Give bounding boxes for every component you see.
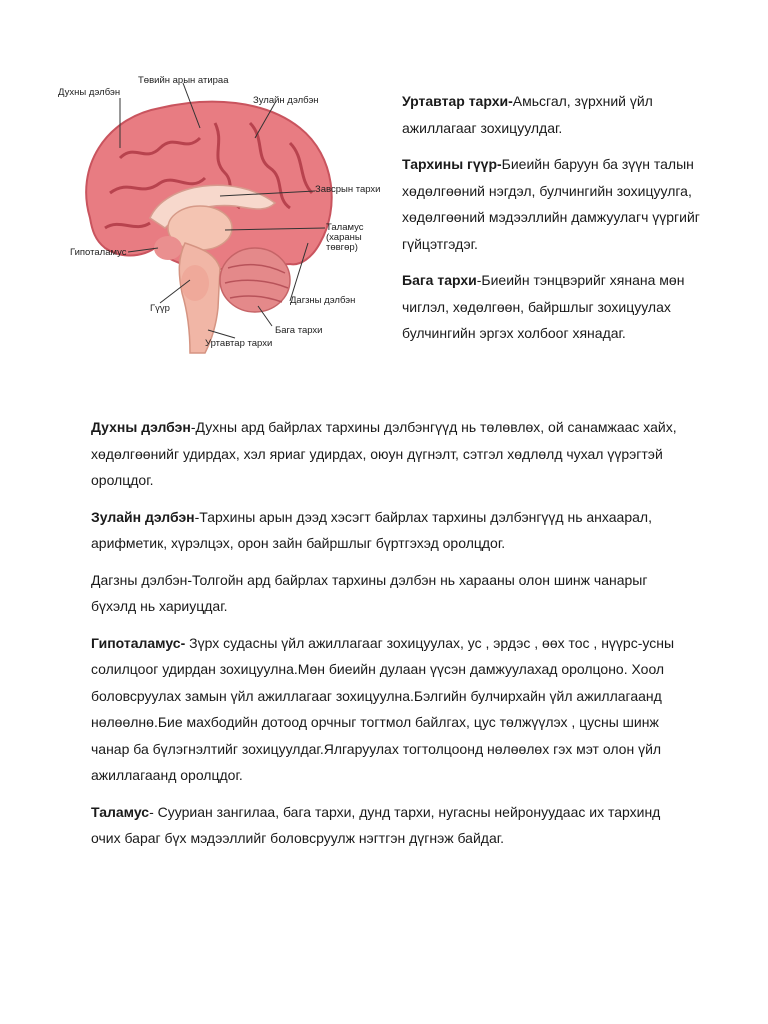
pons-shape: [181, 265, 209, 301]
paragraph-pons: [402, 151, 702, 257]
paragraph-occipital: [91, 567, 691, 620]
label-medulla: Уртавтар тархи: [205, 338, 273, 349]
term: Зулайн дэлбэн: [91, 508, 195, 525]
label-parietal: Зулайн дэлбэн: [253, 95, 319, 106]
label-frontal: Духны дэлбэн: [58, 87, 121, 98]
main-text: [91, 414, 691, 862]
brain-diagram: [50, 68, 390, 358]
term: Духны дэлбэн: [91, 419, 191, 435]
definition: Амьсгал, зүрхний үйл ажиллагааг зохицуулдаг.: [402, 93, 653, 136]
definition: -Тархины арын дээд хэсэгт байрлах тархины дэлбэнгүүд нь анхаарал, арифметик, хүрэлцэх, орон зайн байршлыг бүртгэхэд оролцдог.: [91, 508, 652, 551]
label-occipital: Дагзны дэлбэн: [290, 295, 356, 306]
definition: Биеийн баруун ба зүүн талын хөдөлгөөний нэгдэл, булчингийн зохицуулга, хөдөлгөөний мэдээллийн дамжуулагч үүргийг гүйцэтгэдэг.: [402, 156, 700, 252]
brain-illustration: [50, 68, 390, 358]
definition: Дагзны дэлбэн-Толгойн ард байрлах тархины дэлбэн нь харааны олон шинж чанарыг бүхэлд нь хариуцдаг.: [91, 571, 648, 614]
label-pons: Гүүр: [150, 303, 170, 314]
paragraph-hypothalamus: [91, 630, 691, 789]
definition: -Биеийн тэнцвэрийг хянана мөн чиглэл, хөдөлгөөн, байршлыг зохицуулах булчингийн эргэх холбоог хянадаг.: [402, 272, 685, 341]
paragraph-cerebellum: [402, 267, 702, 347]
term: Гипоталамус-: [91, 634, 186, 651]
label-corpus-callosum: Завсрын тархи: [315, 184, 381, 195]
label-hypothalamus: Гипоталамус: [70, 247, 127, 258]
paragraph-frontal: [91, 414, 691, 494]
label-cerebellum: Бага тархи: [275, 325, 323, 336]
definition: - Сууриан зангилаа, бага тархи, дунд тархи, нугасны нейронуудаас их тархинд очих бараг бүх мэдээллийг боловсруулж нэгтгэн дүгнэж байдаг.: [91, 803, 661, 846]
label-central-sulcus: Төвийн арын атираа: [138, 75, 229, 86]
paragraph-medulla: [402, 88, 702, 141]
label-thalamus: Таламус (хараны төвгөр): [326, 222, 364, 253]
right-column: [402, 88, 702, 357]
hypothalamus-shape: [154, 236, 182, 260]
term: Бага тархи: [402, 272, 477, 288]
paragraph-thalamus: [91, 799, 691, 852]
term: Тархины гүүр-: [402, 156, 502, 172]
term: Уртавтар тархи-: [402, 93, 513, 109]
paragraph-parietal: [91, 504, 691, 557]
definition: -Духны ард байрлах тархины дэлбэнгүүд нь төлөвлөх, ой санамжаас хайх, хөдөлгөөнийг удирдах, хэл яриаг удирдах, оюун дүгнэлт, сэтгэл хөдлөлд чухал үүрэгтэй оролцдог.: [91, 419, 677, 488]
definition: Зүрх судасны үйл ажиллагааг зохицуулах, ус , эрдэс , өөх тос , нүүрс-усны солилцоог удирдан зохицуулна.Мөн биеийн дулаан үүсэн дамжуулахад оролцоно. Хоол боловсруулах замын үйл ажиллагааг зохицуулна.Бэлгийн булчирхайн үйл ажиллагаанд нөлөөлнө.Бие махбодийн дотоод орчныг тогтмол байлгах, цус төлжүүлэх , цусны шинж чанар ба бүлэгнэлтийг зохицуулдаг.Ялгаруулах тогтолцоонд нөлөөлөх гэх мэт олон үйл ажиллагаанд оролцдог.: [91, 634, 675, 783]
term: Таламус: [91, 803, 150, 820]
